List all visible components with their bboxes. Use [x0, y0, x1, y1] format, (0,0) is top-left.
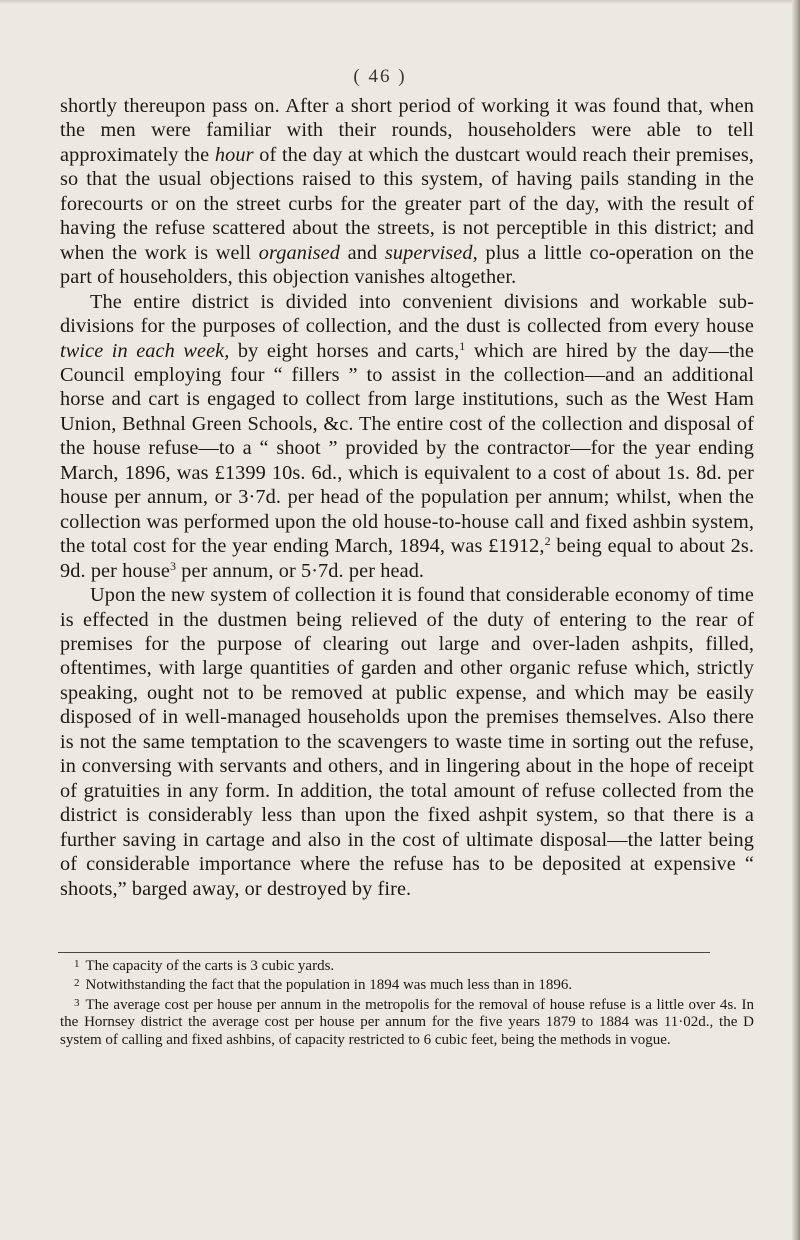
- footnote-divider: [58, 952, 710, 953]
- paragraph-2-text-d: being equal to about 2s. 9d. per house: [60, 535, 754, 582]
- page-top-edge: [0, 0, 800, 4]
- paragraph-1-emphasis-supervised: supervised,: [384, 241, 478, 264]
- footnotes: [60, 956, 754, 1049]
- footnote-2-mark: 2: [74, 977, 80, 990]
- paragraph-1-emphasis-organised: organised: [258, 241, 341, 264]
- paragraph-1-emphasis-hour: hour: [214, 143, 254, 166]
- paragraph-2: [60, 290, 754, 583]
- footnote-3-text: The average cost per house per annum in the metropolis for the removal of house refuse is a little over 4s. In the Hornsey district the average cost per house per annum for the five years 1879 to 1884 was 11·02d., the D system of calling and fixed ashbins, of capacity restricted to 6 cubic feet, being the methods in vogue.: [60, 996, 754, 1048]
- page-number: ( 46 ): [353, 66, 407, 87]
- footnote-3: [60, 995, 754, 1049]
- page-right-edge: [792, 0, 800, 1240]
- footnote-ref-1[interactable]: 1: [459, 338, 466, 353]
- paragraph-1-text-d: plus a little co-operation on the part of householders, this objection vanishes altogether.: [60, 241, 754, 289]
- footnote-ref-2[interactable]: 2: [544, 534, 551, 549]
- paragraph-2-text-b: by eight horses and carts,: [229, 339, 460, 362]
- paragraph-2-text-c: which are hired by the day—the Council employing four “ fillers ” to assist in the collection—and an additional horse and cart is engaged to collect from large institutions, such as the West Ham Union, Bethnal Green Schools, &c. The entire cost of the collection and disposal of the house refuse—to a “ shoot ” provided by the contractor—for the year ending March, 1896, was £1399 10s. 6d., which is equivalent to a cost of about 1s. 8d. per house per annum, or 3·7d. per head of the population per annum; whilst, when the collection was performed upon the old house-to-house call and fixed ashbin system, the total cost for the year ending March, 1894, was £1912,: [60, 339, 755, 558]
- paragraph-3: Upon the new system of collection it is found that considerable economy of time is effected in the dustmen being relieved of the duty of entering to the rear of premises for the purpose of clearing out large and over-laden ashpits, filled, oftentimes, with large quantities of garden and other organic refuse which, strictly speaking, ought not to be removed at public expense, and which may be easily disposed of in well-managed households upon the premises themselves. Also there is not the same temptation to the scavengers to waste time in sorting out the refuse, in conversing with servants and others, and in lingering about in the hope of receipt of gratuities in any form. In addition, the total amount of refuse collected from the district is considerably less than upon the fixed ashpit system, so that there is a further saving in cartage and also in the cost of ultimate disposal—the latter being of considerable importance where the refuse has to be deposited at expensive “ shoots,” barged away, or destroyed by fire.: [60, 584, 754, 900]
- paragraph-2-emphasis-twice-weekly: twice in each week,: [60, 339, 230, 362]
- paragraph-1-text-b: of the day at which the dustcart would reach their premises, so that the usual objections raised to this system, of having pails standing in the forecourts or on the street curbs for the greater part of the day, with the result of having the refuse scattered about the streets, is not perceptible in this district; and when the work is well: [60, 143, 754, 264]
- paragraph-2-text-e: per annum, or 5·7d. per head.: [176, 559, 425, 582]
- paragraph-2-text-a: The entire district is divided into convenient divisions and workable sub-divisions for the purposes of collection, and the dust is collected from every house: [60, 290, 754, 338]
- footnote-2: [60, 975, 754, 994]
- footnote-1-mark: 1: [74, 958, 80, 970]
- body-text: [60, 94, 754, 901]
- footnote-ref-3[interactable]: 3: [170, 558, 177, 573]
- paragraph-1-text-a: shortly thereupon pass on. After a short period of working it was found that, when the men were familiar with their rounds, householders were able to tell approximately the: [60, 95, 754, 166]
- footnote-3-mark: 3: [74, 996, 80, 1009]
- paragraph-1: [60, 94, 754, 290]
- paragraph-1-text-c: and: [340, 241, 385, 264]
- footnote-2-text: Notwithstanding the fact that the population in 1894 was much less than in 1896.: [85, 977, 573, 994]
- footnote-1-text: The capacity of the carts is 3 cubic yards.: [85, 958, 335, 974]
- footnote-1: [60, 956, 754, 975]
